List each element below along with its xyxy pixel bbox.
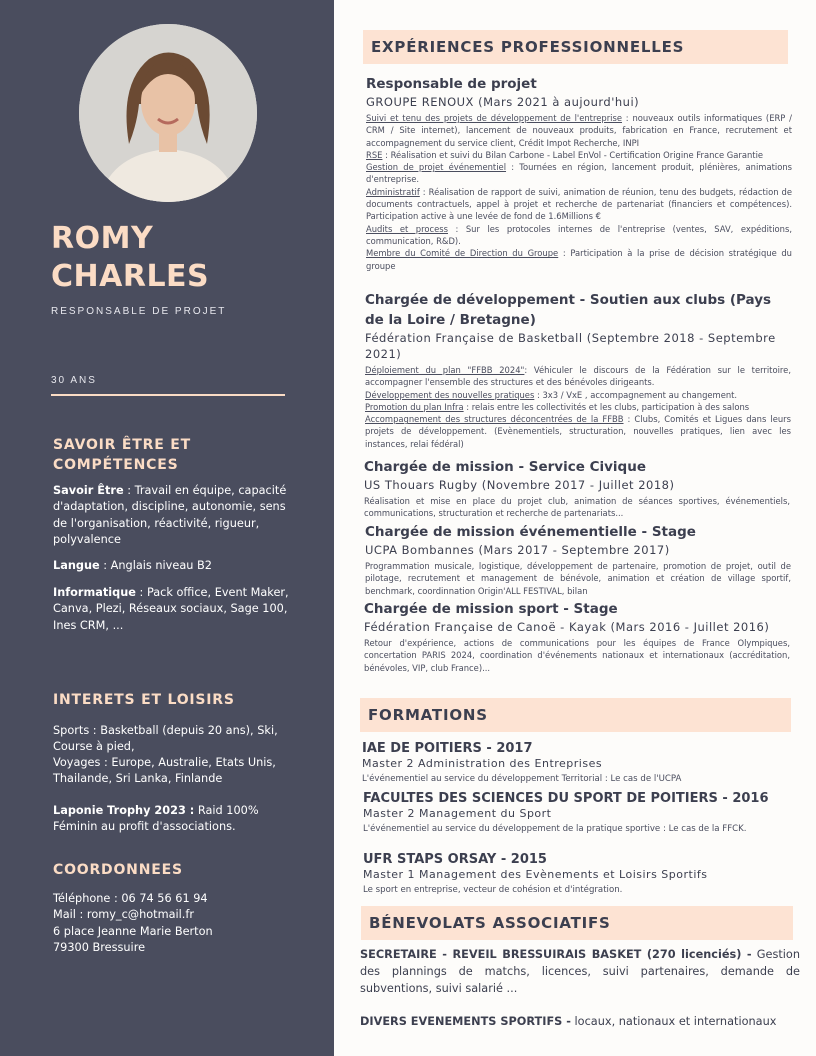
formation-title: FACULTES DES SCIENCES DU SPORT DE POITIERS - 2016: [363, 791, 769, 806]
formation-thesis: L'événementiel au service du développement Territorial : Le cas de l'UCPA: [362, 774, 682, 784]
job-desc-topic: Promotion du plan Infra: [365, 401, 464, 412]
job-desc-topic: Accompagnement des structures déconcentrées de la FFBB: [365, 414, 624, 425]
formation-item: [362, 740, 792, 785]
benevolat-item: [360, 946, 800, 997]
job-desc-topic: Suivi et tenu des projets de développement de l'entreprise: [366, 113, 622, 123]
job-title: Chargée de mission - Service Civique: [364, 459, 646, 475]
contact-block: [53, 891, 293, 957]
skills-langue: [53, 558, 293, 574]
job-desc-text: : relais entre les collectivités et les clubs, participation à des salons: [463, 401, 750, 412]
formation-item: [363, 790, 793, 835]
contact-address-line1: 6 place Jeanne Marie Berton: [53, 924, 213, 938]
divider: [51, 394, 285, 396]
contact-mail: Mail : romy_c@hotmail.fr: [53, 908, 195, 922]
experience-item: [364, 457, 790, 520]
benevolat-heading: BÉNEVOLATS ASSOCIATIFS: [361, 906, 793, 940]
skills-savoir-text: : Travail en équipe, capacité d'adaptation, discipline, autonomie, sens de l'organisation, réactivité, rigueur, polyvalence: [53, 484, 287, 547]
benevolat-label: DIVERS EVENEMENTS SPORTIFS -: [360, 1015, 571, 1028]
formation-item: [363, 851, 793, 896]
benevolat-text: locaux, nationaux et internationaux: [570, 1015, 777, 1028]
profile-title: RESPONSABLE DE PROJET: [51, 306, 227, 317]
job-desc-text: : Tournées en région, lancement produit, plénières, animations d'entreprise.: [366, 162, 792, 185]
job-desc-text: : 3x3 / VxE , accompagnement au changement.: [534, 389, 738, 400]
profile-photo: [79, 24, 257, 202]
formation-degree: Master 2 Management du Sport: [363, 807, 552, 820]
interests-laponie: [53, 803, 293, 836]
experiences-heading: EXPÉRIENCES PROFESSIONNELLES: [363, 30, 788, 64]
job-desc-topic: Membre du Comité de Direction du Groupe: [366, 248, 559, 259]
interests-sports: Sports : Basketball (depuis 20 ans), Ski, Course à pied,: [53, 724, 278, 754]
profile-first-name: ROMY: [51, 221, 154, 256]
job-description: Réalisation et mise en place du projet club, animation de séances sportives, événementiels, communications, structuration et recherche de partenariats...: [364, 496, 790, 519]
job-desc-topic: RSE: [366, 149, 383, 160]
job-desc-text: : Réalisation de rapport de suivi, animation de réunion, tenu des budgets, rédaction de documents contractuels, appel à projet et recherche de partenariat (financiers et compétences). Participation active à une levée de fond de 1.6Millions €: [366, 186, 792, 222]
contact-phone: Téléphone : 06 74 56 61 94: [53, 892, 208, 905]
contact-address-line2: 79300 Bressuire: [53, 941, 146, 955]
interests-heading: INTERETS ET LOISIRS: [53, 692, 235, 708]
profile-age: 30 ANS: [51, 375, 97, 386]
job-desc-text: : nouveaux outils informatiques (ERP / CRM / Site internet), lancement de nouveaux produits, fabrication en France, recrutement et accompagnement du service client, Crédit Impot Recherche, INPI: [366, 113, 792, 148]
skills-savoir-label: Savoir Être: [53, 484, 124, 497]
skills-langue-text: : Anglais niveau B2: [99, 559, 212, 572]
job-company: UCPA Bombannes (Mars 2017 - Septembre 2017): [365, 543, 670, 557]
job-title: Chargée de mission sport - Stage: [364, 601, 618, 617]
interests-voyages: Voyages : Europe, Australie, Etats Unis, Thailande, Sri Lanka, Finlande: [53, 756, 276, 786]
formation-degree: Master 2 Administration des Entreprises: [362, 757, 603, 770]
job-desc-topic: Développement des nouvelles pratiques: [365, 389, 535, 400]
benevolat-label: SECRETAIRE - REVEIL BRESSUIRAIS BASKET (270 licenciés) -: [360, 948, 752, 961]
skills-langue-label: Langue: [53, 559, 100, 572]
benevolat-text: Gestion des plannings de matchs, licences, suivi partenaires, demande de subventions, suivi salarié ...: [360, 948, 800, 995]
profile-last-name: CHARLES: [51, 259, 210, 294]
job-desc-topic: Administratif: [366, 186, 420, 197]
experience-item: [364, 599, 790, 674]
job-company: US Thouars Rugby (Novembre 2017 - Juillet 2018): [364, 478, 675, 492]
skills-heading: SAVOIR ÊTRE ET COMPÉTENCES: [53, 437, 191, 473]
job-desc-text: : Participation à la prise de décision stratégique du groupe: [366, 248, 792, 271]
benevolat-item: [360, 1013, 800, 1030]
skills-savoir: [53, 483, 293, 549]
formation-thesis: Le sport en entreprise, vecteur de cohésion et d'intégration.: [363, 885, 623, 895]
job-desc-text: : Sur les protocoles internes de l'entreprise (ventes, SAV, expéditions, communication, R&D).: [366, 223, 793, 246]
job-desc-text: : Clubs, Comités et Ligues dans leurs projets de développement. (Evènementiels, structuration, nouvelles pratiques, lien avec les instances, relai fédéral): [365, 414, 791, 449]
profile-name: [51, 220, 209, 296]
job-desc-topic: Audits et process: [366, 223, 448, 234]
interests-laponie-label: Laponie Trophy 2023 :: [53, 804, 195, 817]
job-desc-topic: Gestion de projet événementiel: [366, 162, 507, 173]
job-description: [365, 364, 791, 450]
formation-title: UFR STAPS ORSAY - 2015: [363, 852, 547, 867]
experience-item: [365, 522, 791, 597]
interests-laponie-text: Raid 100% Féminin au profit d'associations.: [53, 804, 259, 834]
skills-info-text: : Pack office, Event Maker, Canva, Plezi, Réseaux sociaux, Sage 100, Ines CRM, ...: [53, 586, 289, 632]
job-description: Retour d'expérience, actions de communications pour les équipes de France Olympiques, concertation PARIS 2024, coordination d'événements nationaux et internationaux (accréditation, bénévoles, VIP, club France)...: [364, 638, 790, 673]
job-company: Fédération Française de Canoë - Kayak (Mars 2016 - Juillet 2016): [364, 620, 770, 634]
job-desc-topic: Déploiement du plan "FFBB 2024": [365, 365, 525, 375]
job-description: Programmation musicale, logistique, développement de partenaire, promotion de projet, outil de pilotage, recrutement et management de bénévole, animation et création de village sportif, benchmark, coordinnation Origin'ALL FESTIVAL, bilan: [365, 561, 791, 596]
job-company: Fédération Française de Basketball (Septembre 2018 - Septembre 2021): [365, 331, 776, 361]
job-title: Responsable de projet: [366, 76, 537, 92]
formation-thesis: L'événementiel au service du développement de la pratique sportive : Le cas de la FFCK.: [363, 824, 747, 834]
formation-title: IAE DE POITIERS - 2017: [362, 741, 533, 756]
job-desc-text: : Réalisation et suivi du Bilan Carbone - Label EnVol - Certification Origine France Garantie: [382, 149, 764, 160]
job-company: GROUPE RENOUX (Mars 2021 à aujourd'hui): [366, 95, 640, 109]
portrait-image: [79, 24, 257, 202]
skills-info: [53, 585, 293, 634]
sidebar: [0, 0, 334, 1056]
job-title: Chargée de mission événementielle - Stage: [365, 524, 696, 540]
experience-item: [366, 74, 792, 272]
formations-heading: FORMATIONS: [360, 698, 791, 732]
experience-item: [365, 290, 791, 450]
contact-heading: COORDONNEES: [53, 862, 183, 878]
skills-info-label: Informatique: [53, 586, 136, 599]
formation-degree: Master 1 Management des Evènements et Loisirs Sportifs: [363, 868, 708, 881]
job-description: [366, 112, 792, 272]
job-title: Chargée de développement - Soutien aux clubs (Pays de la Loire / Bretagne): [365, 292, 772, 328]
job-desc-text: : Véhiculer le discours de la Fédération sur le territoire, accompagner l'ensemble des structures et des bénévoles dirigeants.: [365, 365, 791, 388]
